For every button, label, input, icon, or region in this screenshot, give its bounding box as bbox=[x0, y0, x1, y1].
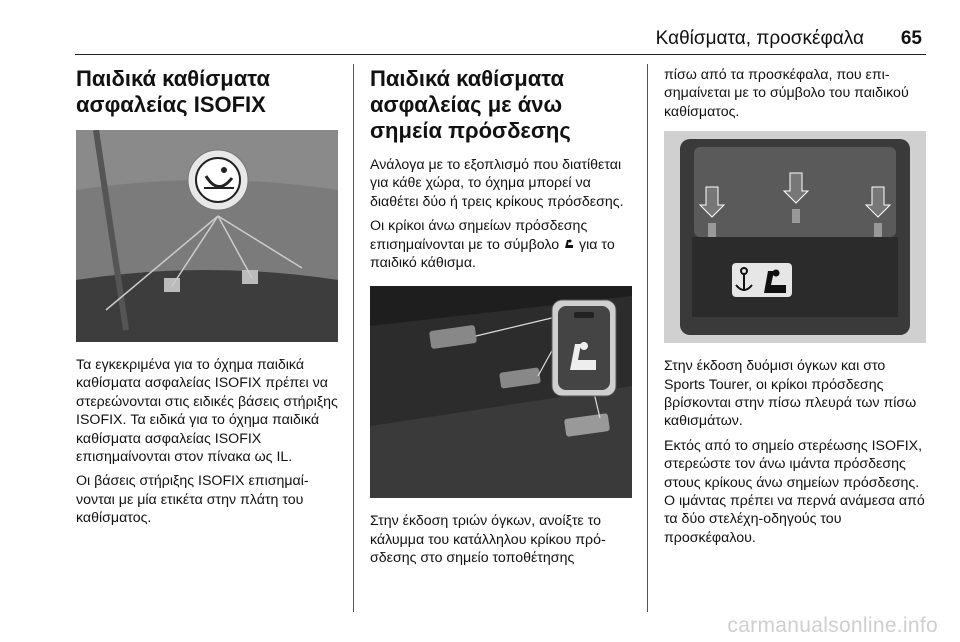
column-divider bbox=[647, 64, 648, 612]
paragraph: πίσω από τα προσκέφαλα, που επισημαίνεται με το σύμβολο του παιδικού καθίσματος. bbox=[664, 67, 909, 120]
watermark: carmanualsonline.info bbox=[727, 614, 938, 637]
running-title: Καθίσματα, προσκέφαλα bbox=[655, 28, 864, 49]
section-heading-isofix: Παιδικά καθίσματα ασφαλείας ISOFIX bbox=[76, 66, 270, 117]
anchor-icon bbox=[732, 263, 792, 297]
column-divider bbox=[353, 64, 354, 612]
column-3 bbox=[664, 66, 926, 553]
paragraph: Οι βάσεις στήριξης ISOFIX επισημαίνονται με μία ετικέτα στην πλάτη του καθίσματος. bbox=[76, 473, 309, 527]
paragraph-text: για το παιδικό κάθισμα. bbox=[370, 236, 615, 272]
paragraph: Ανάλογα με το εξοπλισμό που διατίθεται για κάθε χώρα, το όχημα μπορεί να διαθέτει δύο ή τρεις κρίκους πρόσδεσης. bbox=[370, 157, 624, 210]
child-seat-isofix-icon bbox=[188, 150, 248, 210]
paragraph: Στην έκδοση τριών όγκων, ανοίξτε το κάλυμμα του κατάλληλου κρίκου πρόσδεσης στο σημείο τοποθέτησης bbox=[370, 513, 606, 567]
figure-tether-cover bbox=[370, 286, 632, 498]
page-number: 65 bbox=[900, 28, 922, 49]
column-1 bbox=[76, 66, 338, 534]
tether-cover-closeup bbox=[552, 300, 616, 396]
paragraph: Εκτός από το σημείο στερέωσης ISOFIX, στερεώστε τον άνω ιμάντα πρόσδεσης στους κρίκους άνω σημείων πρόσδεσης. Ο ιμάντας πρέπει να περνά ανάμεσα από τα δύο στελέχη-οδηγούς του προσκέφαλου. bbox=[664, 437, 925, 546]
header-rule bbox=[75, 54, 926, 55]
paragraph-text: Οι κρίκοι άνω σημείων πρόσδεσης επισημαίνονται με το σύμβολο bbox=[370, 218, 588, 253]
figure-rear-seatback-rings bbox=[664, 131, 926, 343]
column-2 bbox=[370, 66, 632, 574]
child-seat-icon bbox=[563, 238, 575, 250]
section-heading-top-tether: Παιδικά καθίσματα ασφαλείας με άνω σημεία πρόσδεσης bbox=[370, 66, 571, 143]
paragraph: Στην έκδοση δυόμισι όγκων και στο Sports Tourer, οι κρίκοι πρόσδεσης βρίσκονται στην πίσω πλευρά των πίσω καθισμάτων. bbox=[664, 358, 917, 430]
paragraph bbox=[370, 217, 632, 272]
figure-isofix-rear-seat bbox=[76, 130, 338, 342]
paragraph: Τα εγκεκριμένα για το όχημα παιδικά καθίσματα ασφαλείας ISOFIX πρέπει να στερεώνονται στις ειδικές βάσεις στήριξης ISOFIX. Τα ειδικά για το όχημα παιδικά καθίσματα ασφαλείας ISOFIX επισημαίνονται στον πίνακα ως IL. bbox=[76, 357, 338, 466]
page-header bbox=[0, 22, 960, 52]
